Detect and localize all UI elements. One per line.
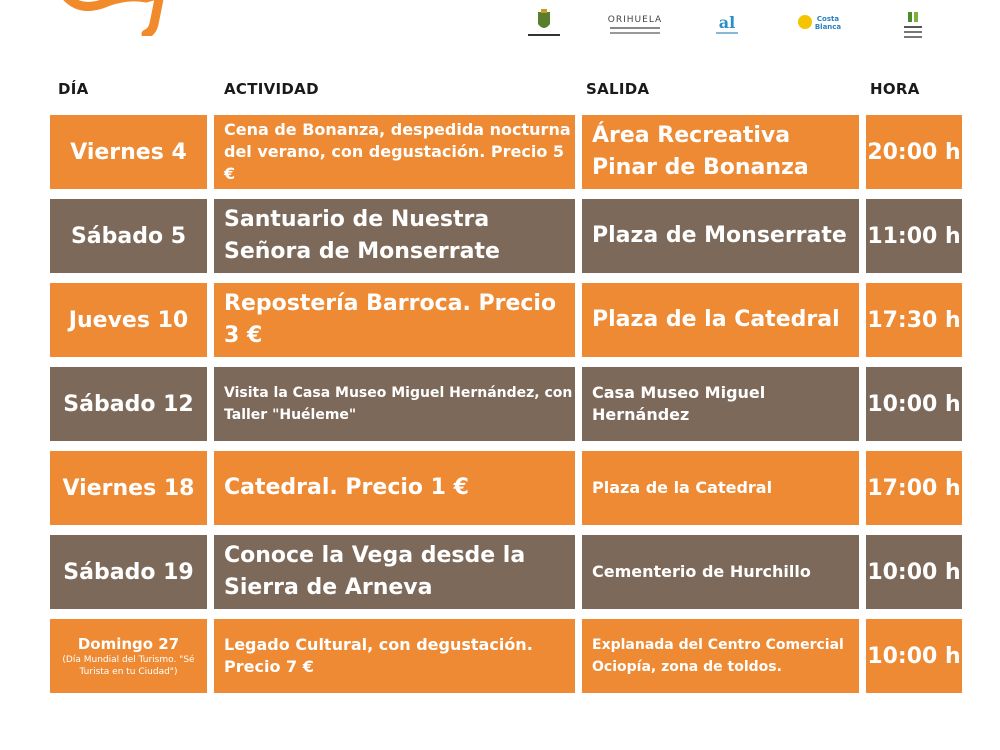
city-crest-logo	[524, 8, 564, 44]
svg-text:Blanca: Blanca	[814, 23, 842, 31]
cell-hora: 20:00 h	[866, 115, 962, 189]
cell-salida: Plaza de Monserrate	[582, 199, 859, 273]
schedule-row	[50, 199, 962, 273]
schedule-row	[50, 115, 962, 189]
header-hora: HORA	[870, 80, 920, 98]
cell-hora: 10:00 h	[866, 367, 962, 441]
cell-actividad: Catedral. Precio 1 €	[214, 451, 575, 525]
sponsor-logos	[520, 8, 960, 48]
cell-actividad: Cena de Bonanza, despedida nocturna del verano, con degustación. Precio 5 €	[214, 115, 575, 189]
cell-salida: Área Recreativa Pinar de Bonanza	[582, 115, 859, 189]
cell-hora: 17:00 h	[866, 451, 962, 525]
cell-dia	[50, 619, 207, 693]
cell-dia: Viernes 18	[50, 451, 207, 525]
al-logo	[712, 8, 742, 44]
cell-actividad: Santuario de Nuestra Señora de Monserrate	[214, 199, 575, 273]
cell-actividad: Visita la Casa Museo Miguel Hernández, con Taller "Huéleme"	[214, 367, 575, 441]
cell-dia: Sábado 12	[50, 367, 207, 441]
header-dia: DÍA	[58, 80, 89, 98]
svg-text:al: al	[718, 13, 736, 32]
region-logo	[896, 8, 930, 44]
header-salida: SALIDA	[586, 80, 650, 98]
cell-dia: Viernes 4	[50, 115, 207, 189]
title-fragment-graphic	[56, 0, 186, 36]
cell-actividad: Conoce la Vega desde la Sierra de Arneva	[214, 535, 575, 609]
cell-salida: Casa Museo Miguel Hernández	[582, 367, 859, 441]
cell-hora: 17:30 h	[866, 283, 962, 357]
schedule-row	[50, 283, 962, 357]
cell-hora: 10:00 h	[866, 619, 962, 693]
cell-actividad: Legado Cultural, con degustación. Precio 7 €	[214, 619, 575, 693]
cell-salida: Plaza de la Catedral	[582, 283, 859, 357]
schedule-row	[50, 367, 962, 441]
header-actividad: ACTIVIDAD	[224, 80, 319, 98]
cell-dia-label: Domingo 27	[77, 635, 180, 653]
cell-salida: Explanada del Centro Comercial Ociopía, zona de toldos.	[582, 619, 859, 693]
schedule-row	[50, 535, 962, 609]
cell-salida: Cementerio de Hurchillo	[582, 535, 859, 609]
cell-hora: 10:00 h	[866, 535, 962, 609]
schedule-row	[50, 451, 962, 525]
cell-actividad: Repostería Barroca. Precio 3 €	[214, 283, 575, 357]
cell-hora: 11:00 h	[866, 199, 962, 273]
cell-dia: Jueves 10	[50, 283, 207, 357]
schedule-row	[50, 619, 962, 693]
orihuela-logo-text: ORIHUELA	[607, 15, 663, 25]
costa-blanca-logo	[796, 8, 844, 44]
cell-dia: Sábado 5	[50, 199, 207, 273]
orihuela-turismo-logo	[604, 8, 666, 44]
cell-dia: Sábado 19	[50, 535, 207, 609]
cell-dia-note: (Día Mundial del Turismo. "Sé Turista en tu Ciudad")	[62, 655, 195, 677]
svg-text:Costa: Costa	[816, 15, 840, 23]
cell-salida: Plaza de la Catedral	[582, 451, 859, 525]
